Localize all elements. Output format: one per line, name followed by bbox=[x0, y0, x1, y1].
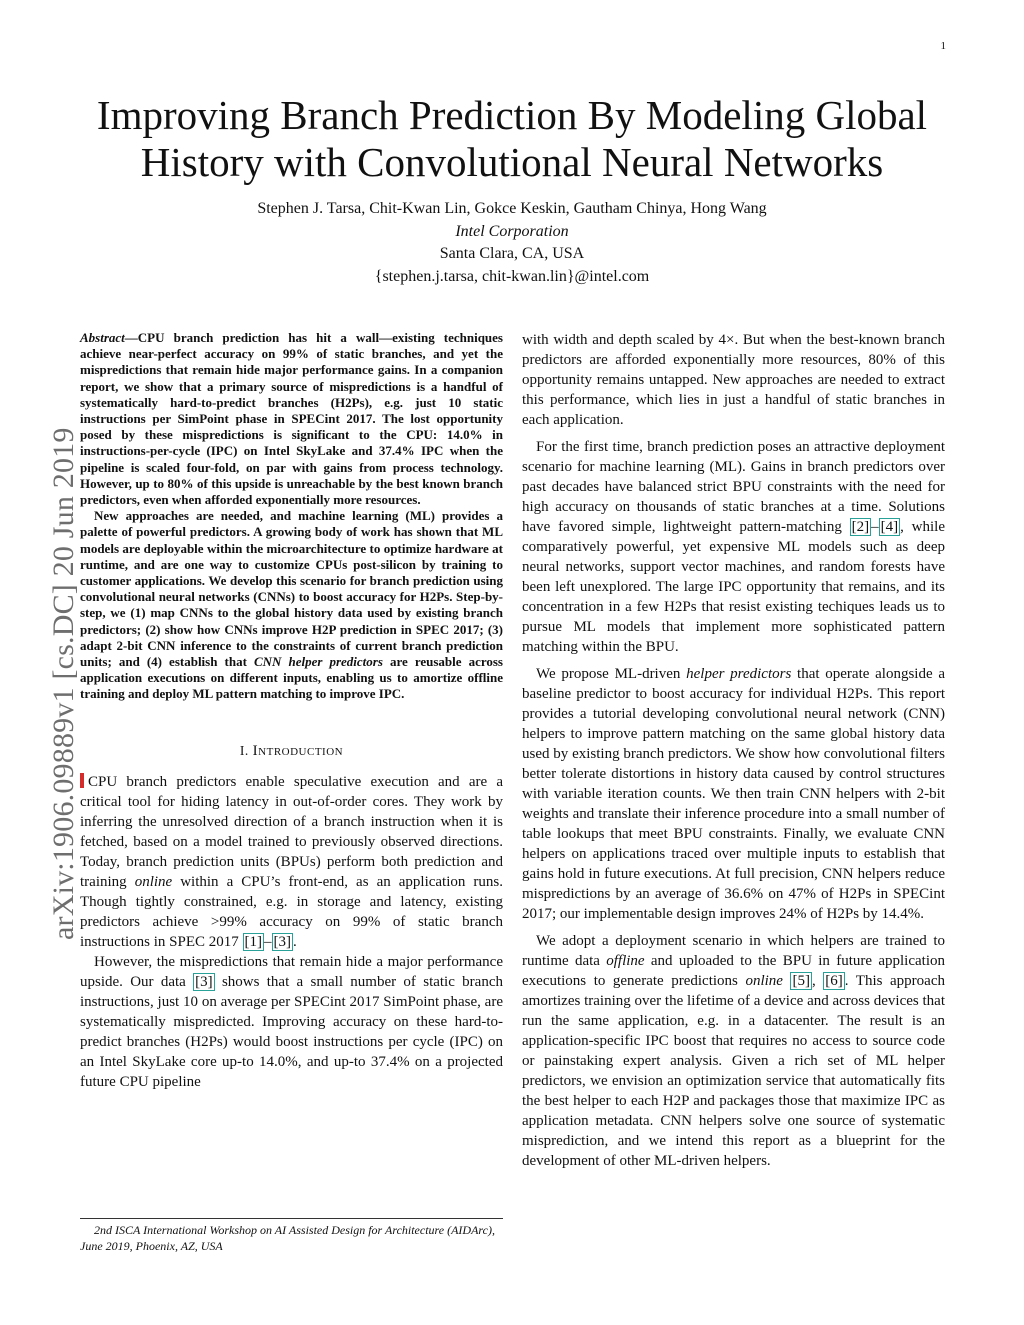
section-number: I. bbox=[239, 742, 249, 758]
intro-emphasis: offline bbox=[606, 953, 645, 969]
intro-text: For the first time, branch prediction poses an attractive deployment scenario for machine learning (ML). Gains in branch predictors over past decades have balanced strict BPU constraints with the need for high accuracy on thousands of static branches at a time. Solutions have favored simple, lightweight pattern-matching bbox=[522, 439, 945, 535]
affiliation: Intel Corporation bbox=[455, 222, 569, 240]
footnote-venue: 2nd ISCA International Workshop on AI Assisted Design for Architecture (AIDArc), June 2019, Phoenix, AZ, USA bbox=[80, 1223, 495, 1253]
citation-link-3[interactable]: [3] bbox=[273, 933, 292, 950]
intro-text: CPU branch predictors enable speculative execution and are a critical tool for hiding latency in out-of-order cores. They work by inferring the unresolved direction of a branch instruction when it is fetched, based on a model trained to previously observed directions. Today, branch prediction units (BPUs) perform both prediction and training bbox=[80, 773, 503, 890]
abstract-paragraph-2 bbox=[80, 508, 503, 702]
intro-paragraph-4 bbox=[522, 664, 945, 924]
citation-link-5[interactable]: [5] bbox=[792, 973, 810, 989]
intro-paragraph-3 bbox=[522, 437, 945, 657]
intro-text: We propose ML-driven bbox=[536, 666, 687, 682]
right-column bbox=[522, 330, 945, 1178]
citation-link-4[interactable]: [4] bbox=[880, 519, 899, 535]
citation-comma: , bbox=[811, 973, 824, 989]
citation-dash: – bbox=[264, 933, 272, 950]
email-addresses: {stephen.j.tarsa, chit-kwan.lin}@intel.com bbox=[374, 267, 650, 285]
arxiv-identifier-stamp[interactable]: arXiv:1906.09889v1 [cs.DC] 20 Jun 2019 bbox=[47, 427, 80, 940]
intro-text: within a CPU’s front-end, as an application runs. Though tightly constrained, e.g. in storage and latency, existing predictors achieve >99% accuracy on 99% of static branch instructions in SPEC 2017 bbox=[80, 873, 503, 950]
intro-emphasis: online bbox=[745, 973, 783, 989]
citation-link-6[interactable]: [6] bbox=[825, 973, 843, 989]
intro-text: However, the mispredictions that remain hide a major performance upside. Our data bbox=[80, 953, 503, 990]
abstract-text-2a: New approaches are needed, and machine learning (ML) provides a palette of powerful predictors. A growing body of work has shown that ML models are deployable within the microarchitecture to optimize hardware at runtime, and are one way to customize CPUs post-silicon by training to customer applications. We develop this scenario for branch prediction using convolutional neural networks (CNNs) to boost accuracy for H2Ps. Step-by-step, we (1) map CNNs to the global history data used by existing branch predictors; (2) show how CNNs improve H2P prediction in SPEC 2017; (3) adapt 2-bit CNN inference to the constraints of current branch prediction units; and (4) establish that bbox=[80, 508, 503, 670]
paper-title bbox=[80, 92, 944, 186]
intro-text: . This approach amortizes training over the lifetime of a device and across devices that run the same application, e.g. in a datacenter. The result is an application-specific IPC boost that requires no access to source code or painstaking expert analysis. Given a rich set of ML helper predictors, we envision an optimization service that automatically fits the best helper to each H2P and packages those that maximize IPC as application metadata. CNN helpers solve one source of systematic misprediction, and we intend this report as a blueprint for the development of other ML-driven helpers. bbox=[522, 973, 945, 1169]
abstract-text-1: —CPU branch prediction has hit a wall—existing techniques achieve near-perfect accuracy on 99% of static branches, and yet the mispredictions that remain hide major performance gains. In a companion report, we show that a primary source of mispredictions is a handful of systematically hard-to-predict branches (H2Ps), e.g. just 10 static instructions per SimPoint phase in SPECint 2017. The lost opportunity posed by these mispredictions is significant to the CPU: 14.0% in instructions-per-cycle (IPC) on Intel SkyLake and 37.4% IPC when the pipeline is scaled four-fold, on par with gains from process technology. However, up to 80% of this upside is unreachable by the best known branch predictors, even when afforded exponentially more resources. bbox=[80, 330, 503, 508]
intro-text: , while comparatively powerful, yet expensive ML models such as deep neural networks, support vector machines, and random forests have been left unexplored. The large IPC opportunity that remains, and its concentration in a few H2Ps that resist existing techiques leads us to pursue ML models that implement more sophisticated pattern matching within the BPU. bbox=[522, 519, 946, 655]
citation-link-1[interactable]: [1] bbox=[244, 933, 263, 950]
left-column bbox=[80, 330, 503, 1092]
intro-paragraph-1 bbox=[80, 772, 503, 952]
section-heading-introduction bbox=[80, 743, 503, 760]
intro-paragraph-2-continued: with width and depth scaled by 4×. But when the best-known branch predictors are afforded exponentially more resources, 80% of this opportunity remains untapped. New approaches are needed to extract this performance, which lies in just a handful of static branches in each application. bbox=[522, 332, 945, 428]
intro-text: that operate alongside a baseline predictor to boost accuracy for individual H2Ps. This report provides a tutorial developing convolutional neural network (CNN) helpers to improve pattern matching on the same global history data used by existing branch predictors. We show how convolutional filters better tolerate distortions in history data caused by control structures with variable iteration counts. We then train CNN helpers with 2-bit weights and translate their inference procedure into a small number of table lookups that meet BPU constraints. Finally, we evaluate CNN helpers on applications traced over multiple inputs to establish that gains hold in future executions. At full precision, CNN helpers reduce mispredictions by an average of 36.6% on 47% of H2Ps in SPECint 2017; our implementable design improves 24% of H2Ps by 14.4%. bbox=[522, 666, 946, 922]
footnote bbox=[80, 1218, 503, 1254]
intro-emphasis: helper predictors bbox=[686, 666, 792, 682]
abstract-paragraph-1 bbox=[80, 330, 503, 508]
citation-link-2[interactable]: [2] bbox=[851, 519, 870, 535]
abstract bbox=[80, 330, 503, 703]
title-line-2: History with Convolutional Neural Networks bbox=[140, 139, 884, 185]
intro-paragraph-5 bbox=[522, 931, 945, 1171]
section-link-marker-icon[interactable] bbox=[80, 773, 84, 788]
intro-paragraph-2 bbox=[80, 952, 503, 1092]
intro-text: shows that a small number of static branch instructions, just 10 on average per SPECint 2017 SimPoint phase, are systematically mispredicted. Improving accuracy on these hard-to-predict branches (H2Ps) would boost instructions per cycle (IPC) on an Intel SkyLake core up-to 14.0%, and up-to 37.4% on a projected future CPU pipeline bbox=[80, 973, 503, 1090]
sentence-period: . bbox=[293, 933, 297, 950]
author-names: Stephen J. Tarsa, Chit-Kwan Lin, Gokce Keskin, Gautham Chinya, Hong Wang bbox=[257, 200, 767, 217]
intro-text: and uploaded to the BPU in future application executions to generate predictions bbox=[522, 953, 945, 989]
title-line-1: Improving Branch Prediction By Modeling Global bbox=[96, 92, 928, 138]
citation-link-3[interactable]: [3] bbox=[195, 973, 213, 990]
abstract-emphasis: CNN helper predictors bbox=[253, 654, 383, 670]
intro-emphasis: online bbox=[134, 873, 173, 890]
citation-dash: – bbox=[871, 519, 879, 535]
page-number: 1 bbox=[940, 40, 946, 52]
author-block bbox=[80, 198, 944, 288]
intro-text: We adopt a deployment scenario in which helpers are trained to runtime data bbox=[522, 933, 945, 969]
abstract-text-2c: are reusable across application executions on different inputs, enabling us to amortize offline training and deploy ML pattern matching to improve IPC. bbox=[80, 654, 503, 702]
section-title: Introduction bbox=[252, 742, 344, 759]
abstract-label: Abstract bbox=[80, 330, 125, 345]
location: Santa Clara, CA, USA bbox=[439, 245, 585, 262]
